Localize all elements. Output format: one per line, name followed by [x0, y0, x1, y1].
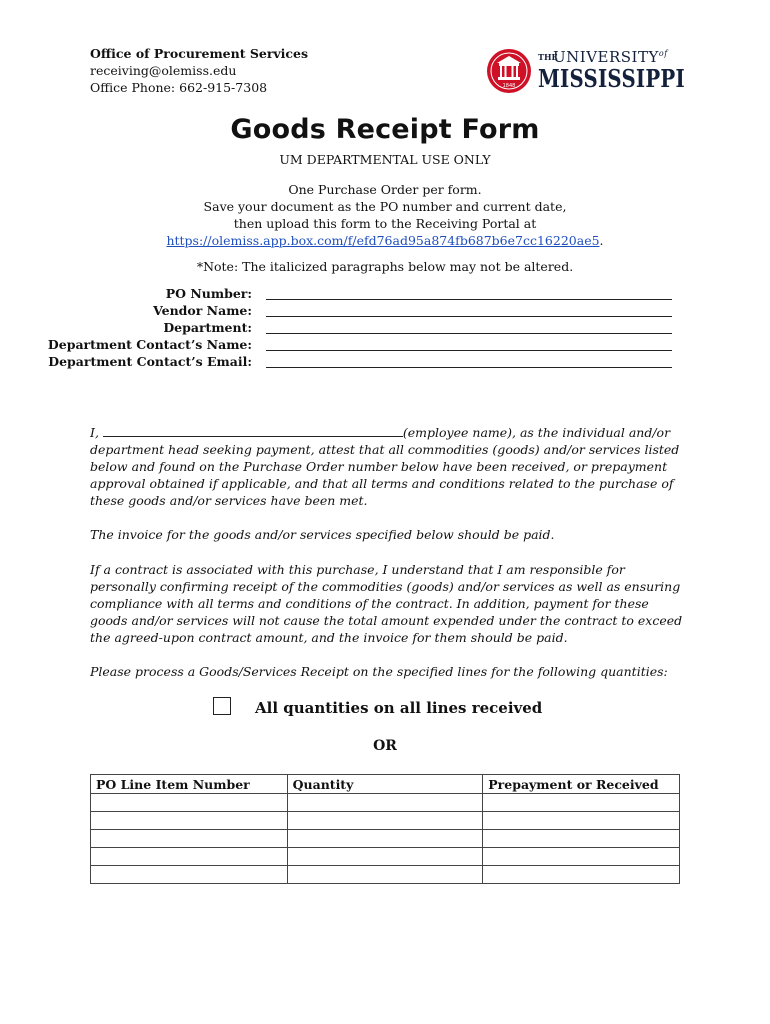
table-cell[interactable]	[91, 866, 288, 884]
vendor-name-field[interactable]	[266, 316, 672, 317]
instruction-line-2: Save your document as the PO number and current date,	[203, 199, 567, 214]
university-seal-icon	[486, 46, 532, 96]
all-quantities-label: All quantities on all lines received	[255, 699, 543, 717]
contact-name-field[interactable]	[266, 350, 672, 351]
instruction-line-1: One Purchase Order per form.	[288, 182, 482, 197]
office-name: Office of Procurement Services	[90, 46, 309, 61]
header-prepayment-received: Prepayment or Received	[483, 775, 680, 794]
table-cell[interactable]	[287, 794, 483, 812]
table-cell[interactable]	[483, 794, 680, 812]
office-contact	[90, 45, 308, 96]
seal-year: 1848	[502, 83, 516, 89]
or-divider: OR	[373, 738, 397, 754]
vendor-name-label: Vendor Name:	[153, 303, 252, 318]
header-po-line-item: PO Line Item Number	[91, 775, 288, 794]
subtitle: UM DEPARTMENTAL USE ONLY	[279, 152, 491, 167]
all-quantities-checkbox[interactable]	[213, 697, 231, 715]
department-label: Department:	[163, 320, 252, 335]
table-cell[interactable]	[483, 830, 680, 848]
table-row	[91, 848, 680, 866]
logo-mississippi: MISSISSIPPI	[538, 64, 685, 93]
contract-paragraph: If a contract is associated with this purchase, I understand that I am responsible for personally confirming receipt of the commodities (goods) and/or services as well as ensuring compliance with all terms and conditions of the contract. In addition, payment for these goods and/or services will not cause the total amount expended under the contract to exceed the agreed-upon contract amount, and the invoice for them should be paid.	[90, 562, 683, 645]
table-cell[interactable]	[91, 812, 288, 830]
table-cell[interactable]	[287, 866, 483, 884]
header-quantity: Quantity	[287, 775, 483, 794]
page-title: Goods Receipt Form	[230, 114, 540, 145]
department-field[interactable]	[266, 333, 672, 334]
receiving-portal-link[interactable]: https://olemiss.app.box.com/f/efd76ad95a874fb687b6e7cc16220ae5	[166, 233, 600, 248]
table-cell[interactable]	[287, 848, 483, 866]
logo-university: $UNIVERSITY^{of}$	[553, 48, 668, 66]
table-cell[interactable]	[91, 794, 288, 812]
table-header-row	[91, 775, 680, 794]
table-row	[91, 866, 680, 884]
table-cell[interactable]	[483, 848, 680, 866]
table-cell[interactable]	[483, 812, 680, 830]
office-email: receiving@olemiss.edu	[90, 63, 237, 78]
contact-name-label: Department Contact’s Name:	[47, 337, 252, 352]
attestation-paragraph: I, (employee name), as the individual and/or department head seeking payment, attest that all commodities (goods) and/or services listed below and found on the Purchase Order number below have been received, or prepayment approval obtained if applicable, and that all terms and conditions related to the purchase of these goods and/or services have been met.	[90, 425, 680, 508]
table-row	[91, 812, 680, 830]
table-cell[interactable]	[91, 830, 288, 848]
invoice-paragraph: The invoice for the goods and/or services specified below should be paid.	[90, 527, 555, 542]
process-paragraph: Please process a Goods/Services Receipt on the specified lines for the following quantities:	[90, 664, 668, 679]
table-row	[91, 794, 680, 812]
table-cell[interactable]	[287, 830, 483, 848]
office-phone: Office Phone: 662-915-7308	[90, 80, 268, 95]
po-number-field[interactable]	[266, 299, 672, 300]
note: *Note: The italicized paragraphs below may not be altered.	[196, 259, 574, 274]
table-cell[interactable]	[287, 812, 483, 830]
portal-link-line: https://olemiss.app.box.com/f/efd76ad95a874fb687b6e7cc16220ae5.	[166, 233, 604, 248]
table-row	[91, 830, 680, 848]
table-cell[interactable]	[91, 848, 288, 866]
po-number-label: PO Number:	[165, 286, 252, 301]
contact-email-field[interactable]	[266, 367, 672, 368]
contact-email-label: Department Contact’s Email:	[48, 354, 252, 369]
university-logo	[486, 46, 685, 98]
table-cell[interactable]	[483, 866, 680, 884]
instruction-line-3: then upload this form to the Receiving Portal at	[233, 216, 537, 231]
logo-the: THE	[538, 52, 558, 62]
employee-name-field[interactable]	[103, 425, 403, 437]
line-items-table	[90, 774, 680, 884]
